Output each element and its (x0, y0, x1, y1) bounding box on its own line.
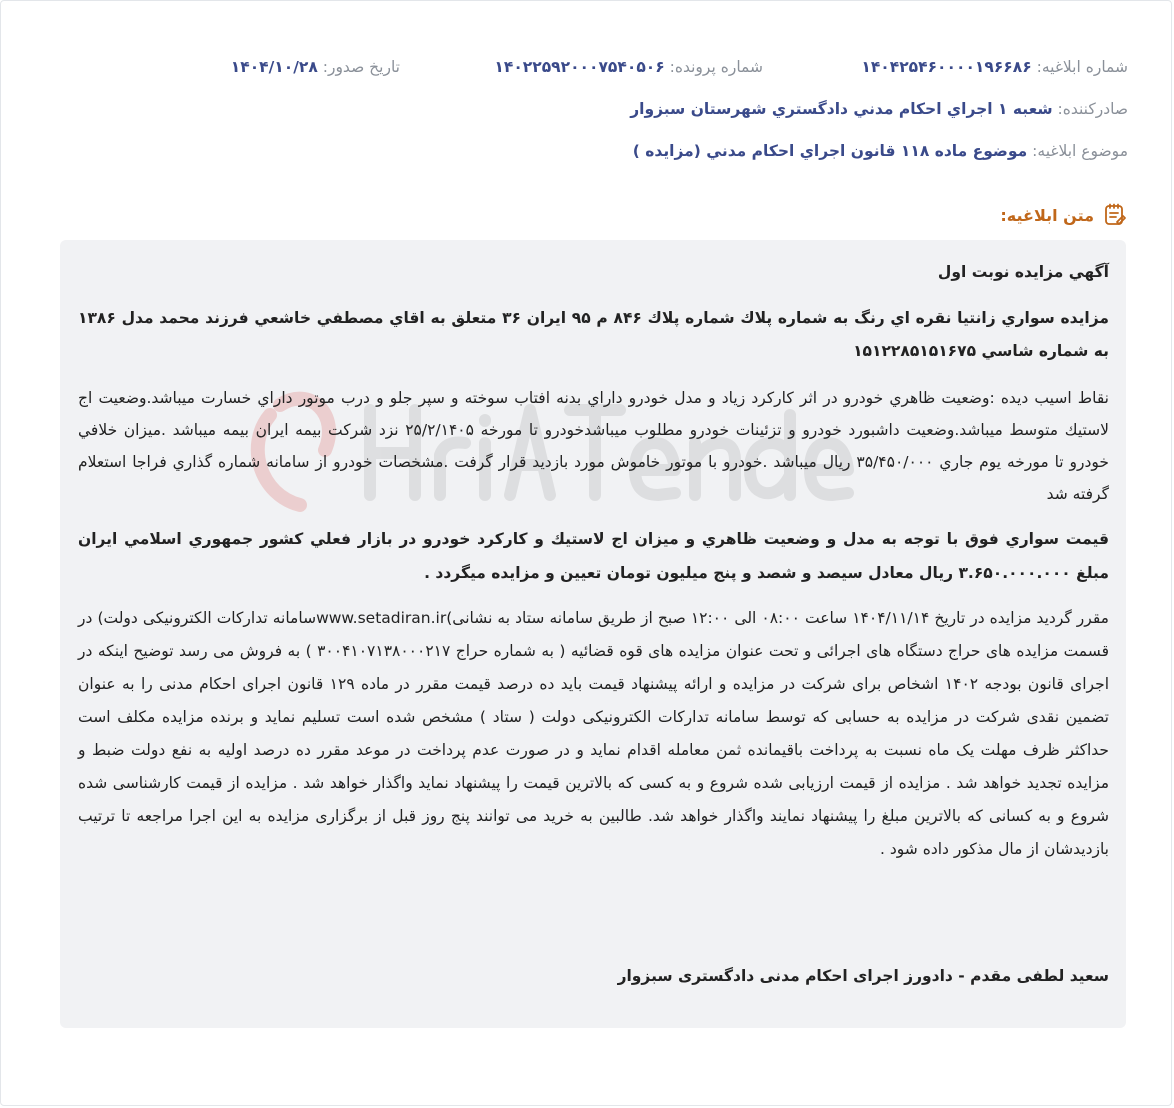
notification-number-label: شماره ابلاغیه: (1036, 58, 1128, 76)
file-number (494, 58, 763, 76)
file-number-value: ۱۴۰۲۲۵۹۲۰۰۰۷۵۴۰۵۰۶ (494, 58, 665, 76)
notice-price-paragraph: قيمت سواري فوق با توجه به مدل و وضعيت ظاهري و ميزان اج لاستيك و كاركرد خودرو در بازار فعلي كشور جمهوري اسلامي ايران مبلغ ۳.۶۵۰.۰۰۰.۰۰۰ ريال معادل سيصد و شصد و پنج ميليون تومان تعيين و مزايده ميگردد . (78, 530, 1109, 582)
notification-number (861, 58, 1128, 76)
notice-title: آگهي مزايده نوبت اول (937, 263, 1109, 281)
notification-number-value: ۱۴۰۴۲۵۴۶۰۰۰۰۱۹۶۶۸۶ (861, 58, 1032, 76)
subject-label: موضوع ابلاغیه: (1032, 142, 1128, 160)
notice-terms-paragraph: مقرر گرديد مزايده در تاريخ ۱۴۰۴/۱۱/۱۴ ساعت ۰۸:۰۰ الی ۱۲:۰۰ صبح از طريق سامانه ستاد به نشانی)www.setadiran.irسامانه تداركات الكترونيكی دولت) در قسمت مزايده های حراج دستگاه های اجرائی و تحت عنوان مزايده های قوه قضائيه ( به شماره حراج ۳۰۰۴۱۰۷۱۳۸۰۰۰۲۱۷ ) به فروش می رسد توضيح اينكه در اجرای قانون بودجه ۱۴۰۲ اشخاص برای شركت در مزايده و ارائه پيشنهاد قيمت بايد ده درصد قيمت مقرر در ماده ۱۲۹ قانون اجرای احكام مدنی را به عنوان تضمين نقدی شركت در مزايده به حسابی كه توسط سامانه تداركات الكترونيكی دولت ( ستاد ) مشخص شده است تسليم نمايد و برنده مزايده مكلف است حداكثر ظرف مهلت يک ماه نسبت به پرداخت باقيمانده ثمن معامله اقدام نمايد و در صورت عدم پرداخت در موعد مقرر ده درصد اوليه به نفع دولت ضبط و مزايده تجديد خواهد شد . مزايده از قيمت ارزيابی شده شروع و به كسی كه بالاترين قيمت را پيشنهاد نمايد واگذار خواهد شد . مزايده از قيمت كارشناسی شده شروع و به كسانی كه بالاترين مبلغ را پيشنهاد نمايند واگذار خواهد شد. طالبين به خريد می توانند پنج روز قبل از برگزاری مزايده به اين اجرا مراجعه تا ترتيب بازديدشان از مال مذكور داده شود . (78, 609, 1109, 858)
document-text-icon (1102, 202, 1128, 228)
issue-date-value: ۱۴۰۴/۱۰/۲۸ (230, 58, 318, 76)
notice-body (78, 258, 1109, 985)
notice-panel (60, 240, 1126, 1028)
issuer-value: شعبه ۱ اجراي احکام مدني دادگستري شهرستان سبزوار (630, 100, 1053, 118)
notice-car-paragraph: مزايده سواري زانتيا نقره اي رنگ به شماره پلاك شماره پلاك ۸۴۶ م ۹۵ ايران ۳۶ متعلق به اقاي مصطفي خاشعي فرزند محمد مدل ۱۳۸۶ به شماره شاسي ۱۵۱۲۲۸۵۱۵۱۶۷۵ (78, 309, 1109, 360)
notice-section-header (1000, 202, 1128, 228)
file-number-label: شماره پرونده: (669, 58, 763, 76)
issuer-label: صادرکننده: (1057, 100, 1128, 118)
notice-damage-paragraph: نقاط اسيب ديده :وضعيت ظاهري خودرو در اثر كاركرد زياد و مدل خودرو داراي بدنه افتاب سوخته و سپر جلو و درب موتور داراي خسارت ميباشد.وضعيت اج لاستيك متوسط ميباشد.وضعيت داشبورد خودرو و تزئينات خودرو مطلوب ميباشدخودرو تا مورخه ۲۵/۲/۱۴۰۵ نزد شركت بيمه ايران بيمه ميباشد .ميزان خلافي خودرو تا مورخه يوم جاري ۳۵/۴۵۰/۰۰۰ ريال ميباشد .خودرو با موتور خاموش مورد بازديد قرار گرفت .مشخصات خودرو از سامانه شماره گذاري فراجا استعلام گرفته شد (78, 389, 1109, 503)
notice-signature: سعيد لطفی مقدم - دادورز اجرای احكام مدنی دادگستری سبزوار (617, 967, 1109, 985)
issue-date-label: تاریخ صدور: (322, 58, 400, 76)
subject-row (40, 142, 1128, 160)
notice-section-title: متن ابلاغیه: (1000, 205, 1094, 225)
issuer-row (40, 100, 1128, 118)
subject-value: موضوع ماده ۱۱۸ قانون اجراي احکام مدني (مزايده ) (632, 142, 1028, 160)
issue-date (231, 58, 400, 76)
